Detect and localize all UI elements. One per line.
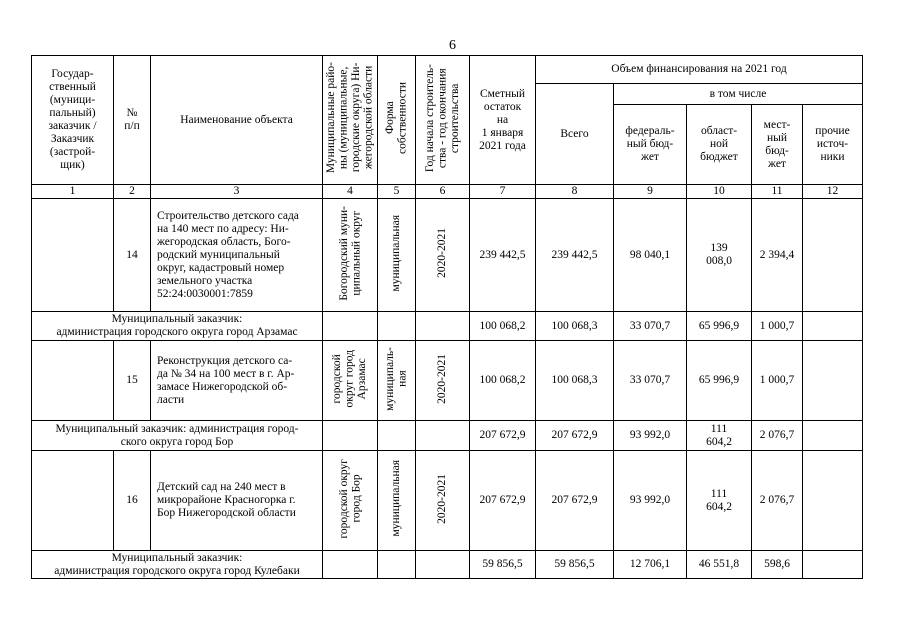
row-number: 15 [114, 341, 151, 421]
regional-value: 111 604,2 [687, 451, 752, 551]
federal-value: 98 040,1 [614, 199, 687, 312]
header-number: № п/п [114, 56, 151, 185]
district-text: городской округ город Арзамас [331, 349, 369, 408]
col-num: 7 [470, 185, 536, 199]
district-text: городской округ город Бор [337, 458, 362, 539]
empty-cell [416, 421, 470, 451]
district-cell [323, 451, 378, 551]
col-num: 6 [416, 185, 470, 199]
col-num: 5 [378, 185, 416, 199]
customer-summary-label: Муниципальный заказчик: администрация город- ского округа город Бор [32, 421, 323, 451]
header-district [323, 56, 378, 185]
col-num: 1 [32, 185, 114, 199]
district-cell [323, 199, 378, 312]
col-num: 12 [803, 185, 863, 199]
object-name: Детский сад на 240 мест в микрорайоне Красногорка г. Бор Нижегородской области [151, 451, 323, 551]
col-num: 4 [323, 185, 378, 199]
total-value: 100 068,3 [536, 312, 614, 341]
estimate-value: 100 068,2 [470, 312, 536, 341]
header-local: мест- ный бюд- жет [752, 105, 803, 185]
local-value: 2 076,7 [752, 421, 803, 451]
local-value: 598,6 [752, 551, 803, 579]
regional-value: 65 996,9 [687, 312, 752, 341]
ownership-cell [378, 341, 416, 421]
header-total: Всего [536, 84, 614, 185]
empty-cell [323, 551, 378, 579]
object-name: Строительство детского сада на 140 мест по адресу: Ни- жегородская область, Бого- родский муниципальный округ, кадастровый номер земельного участка 52:24:0030001:7859 [151, 199, 323, 312]
header-estimate: Сметный остаток на 1 января 2021 года [470, 56, 536, 185]
regional-value: 65 996,9 [687, 341, 752, 421]
regional-value: 139 008,0 [687, 199, 752, 312]
header-other: прочие источ- ники [803, 105, 863, 185]
ownership-text: муниципальная [390, 214, 403, 292]
estimate-value: 100 068,2 [470, 341, 536, 421]
federal-value: 33 070,7 [614, 312, 687, 341]
local-value: 2 076,7 [752, 451, 803, 551]
regional-value: 111 604,2 [687, 421, 752, 451]
total-value: 100 068,3 [536, 341, 614, 421]
row-number: 14 [114, 199, 151, 312]
federal-value: 33 070,7 [614, 341, 687, 421]
empty-cell [323, 421, 378, 451]
page-number: 6 [449, 38, 456, 53]
other-value [803, 551, 863, 579]
summary-row [32, 312, 863, 341]
total-value: 59 856,5 [536, 551, 614, 579]
empty-cell [323, 312, 378, 341]
estimate-value: 239 442,5 [470, 199, 536, 312]
object-name: Реконструкция детского са- да № 34 на 100 мест в г. Ар- замасе Нижегородской об- ласти [151, 341, 323, 421]
ownership-cell [378, 199, 416, 312]
years-text: 2020-2021 [436, 473, 449, 524]
years-cell [416, 451, 470, 551]
estimate-value: 207 672,9 [470, 421, 536, 451]
col-num: 8 [536, 185, 614, 199]
district-text: Богородский муни- ципальный округ [337, 205, 362, 301]
estimate-value: 59 856,5 [470, 551, 536, 579]
header-ownership-text: Форма собственности [384, 82, 409, 154]
header-funding: Объем финансирования на 2021 год [536, 56, 863, 84]
years-text: 2020-2021 [436, 353, 449, 404]
summary-row [32, 551, 863, 579]
years-cell [416, 199, 470, 312]
table-row [32, 199, 863, 312]
years-cell [416, 341, 470, 421]
ownership-text: муниципальная [390, 460, 403, 537]
header-object-name: Наименование объекта [151, 56, 323, 185]
district-cell [323, 341, 378, 421]
customer-summary-label: Муниципальный заказчик: администрация городского округа город Арзамас [32, 312, 323, 341]
empty-cell [378, 312, 416, 341]
header-federal: федераль- ный бюд- жет [614, 105, 687, 185]
federal-value: 93 992,0 [614, 451, 687, 551]
federal-value: 93 992,0 [614, 421, 687, 451]
years-text: 2020-2021 [436, 228, 449, 278]
row-number: 16 [114, 451, 151, 551]
empty-cell [378, 421, 416, 451]
header-district-text: Муниципальные райо- ны (муниципальные, городские округа) Ни- жегородской области [325, 62, 375, 174]
other-value [803, 341, 863, 421]
header-customer: Государ- ственный (муници- пальный) заказчик / Заказчик (застрой- щик) [32, 56, 114, 185]
col-num: 3 [151, 185, 323, 199]
estimate-value: 207 672,9 [470, 451, 536, 551]
header-years-text: Год начала строитель- ства - год окончания строительства [423, 63, 461, 173]
other-value [803, 312, 863, 341]
customer-cell [32, 341, 114, 421]
total-value: 207 672,9 [536, 451, 614, 551]
other-value [803, 199, 863, 312]
summary-row [32, 421, 863, 451]
header-regional: област- ной бюджет [687, 105, 752, 185]
table-row [32, 341, 863, 421]
customer-cell [32, 451, 114, 551]
customer-summary-label: Муниципальный заказчик: администрация городского округа город Кулебаки [32, 551, 323, 579]
empty-cell [416, 312, 470, 341]
federal-value: 12 706,1 [614, 551, 687, 579]
ownership-text: муниципаль- ная [384, 346, 409, 411]
column-number-row [32, 185, 863, 199]
header-including: в том числе [614, 84, 863, 105]
local-value: 2 394,4 [752, 199, 803, 312]
table-row [32, 451, 863, 551]
local-value: 1 000,7 [752, 312, 803, 341]
total-value: 207 672,9 [536, 421, 614, 451]
col-num: 11 [752, 185, 803, 199]
empty-cell [416, 551, 470, 579]
other-value [803, 421, 863, 451]
empty-cell [378, 551, 416, 579]
header-years [416, 56, 470, 185]
header-row-1 [32, 56, 863, 84]
col-num: 9 [614, 185, 687, 199]
total-value: 239 442,5 [536, 199, 614, 312]
col-num: 2 [114, 185, 151, 199]
customer-cell [32, 199, 114, 312]
col-num: 10 [687, 185, 752, 199]
regional-value: 46 551,8 [687, 551, 752, 579]
ownership-cell [378, 451, 416, 551]
local-value: 1 000,7 [752, 341, 803, 421]
financing-table [31, 55, 863, 579]
other-value [803, 451, 863, 551]
header-ownership [378, 56, 416, 185]
